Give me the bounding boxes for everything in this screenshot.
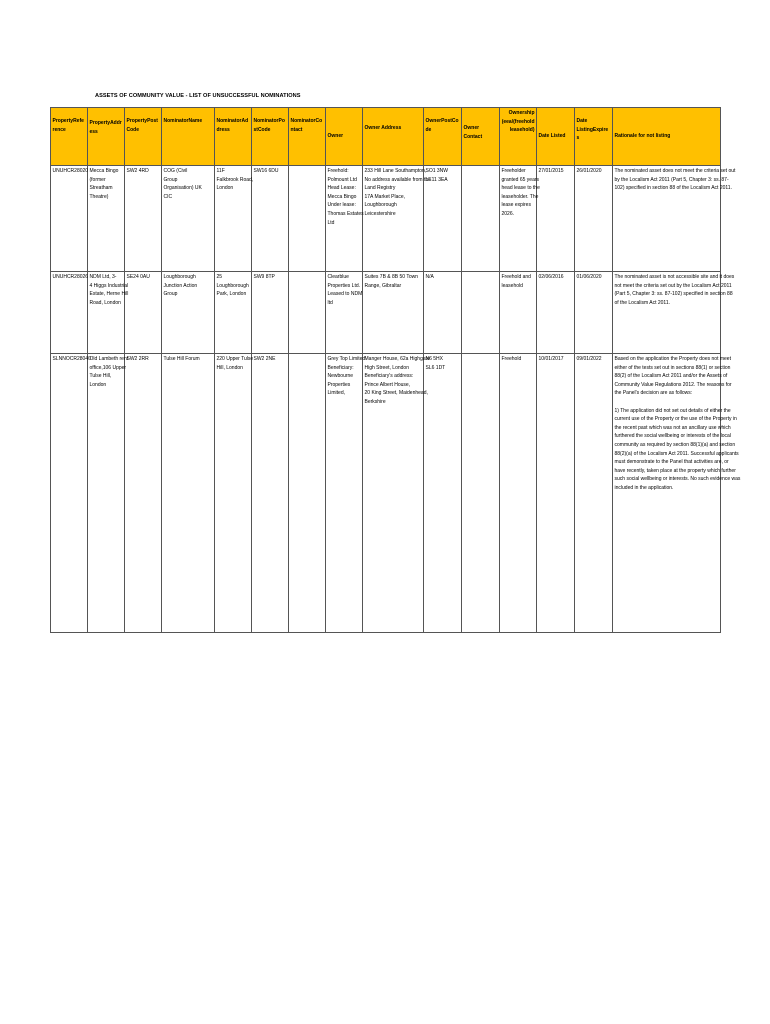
cell-rationale: The nominated asset is not accessible site and it does not meet the criteria set out by the Localism Act 2011 (Part 5, Chapter 3: ss. 87-102) specified in section 88 of the Localism Act 2011. xyxy=(613,272,721,354)
col-property-address: PropertyAddress xyxy=(88,108,125,166)
cell-owner-address: 233 Hill Lane Southampton, No address available from the Land Registry 17A Market Place, Loughborough Leicestershire xyxy=(363,166,424,272)
cell-owner-address: Suites 7B & 8B 50 Town Range, Gibraltar xyxy=(363,272,424,354)
col-owner-address: Owner Address xyxy=(363,108,424,166)
cell-ownership: Freehold xyxy=(500,354,537,633)
cell-owner: Grey Top Limited Beneficiary: Newbourne Properties Limited, xyxy=(326,354,363,633)
cell-owner-postcode: N/A xyxy=(424,272,462,354)
nominations-table xyxy=(50,107,741,633)
col-nominator-contact: NominatorContact xyxy=(289,108,326,166)
col-nominator-name: NominatorName xyxy=(162,108,215,166)
cell-nominator-name: Tulse Hill Forum xyxy=(162,354,215,633)
table-row xyxy=(51,166,721,272)
cell-owner-contact xyxy=(462,354,500,633)
cell-property-reference: UNUHCR28020 xyxy=(51,166,88,272)
cell-property-postcode: SW2 2RR xyxy=(125,354,162,633)
cell-ownership: Freeholder granted 65 years head lease to the leaseholder. The lease expires 2026. xyxy=(500,166,537,272)
col-ownership: Ownership (eea/(freeholdleasehold) xyxy=(500,108,537,166)
cell-property-postcode: SE24 0AU xyxy=(125,272,162,354)
cell-owner-postcode: N6 5HX SL6 1DT xyxy=(424,354,462,633)
cell-date-listed: 27/01/2015 xyxy=(537,166,575,272)
cell-nominator-postcode: SW9 8TP xyxy=(252,272,289,354)
table-row xyxy=(51,354,721,633)
cell-nominator-contact xyxy=(289,166,326,272)
cell-date-listed: 10/01/2017 xyxy=(537,354,575,633)
cell-nominator-contact xyxy=(289,272,326,354)
cell-property-reference: UNUHCR28026 xyxy=(51,272,88,354)
cell-owner-postcode: SO1 3NW LE11 3EA xyxy=(424,166,462,272)
col-rationale: Rationale for not listing xyxy=(613,108,721,166)
cell-nominator-address: 11F Falkbrook Road, London xyxy=(215,166,252,272)
cell-nominator-address: 220 Upper Tulse Hill, London xyxy=(215,354,252,633)
cell-nominator-contact xyxy=(289,354,326,633)
cell-rationale: The nominated asset does not meet the criteria set out by the Localism Act 2011 (Part 5, Chapter 3: ss. 87- 102) specified in section 88 of the Localism Act 2011. xyxy=(613,166,721,272)
cell-property-postcode: SW2 4RD xyxy=(125,166,162,272)
cell-date-listing-expires: 01/06/2020 xyxy=(575,272,613,354)
col-property-postcode: PropertyPostCode xyxy=(125,108,162,166)
cell-property-address: Mecca Bingo (former Streatham Theatre) xyxy=(88,166,125,272)
col-nominator-postcode: NominatorPostCode xyxy=(252,108,289,166)
col-nominator-address: NominatorAddress xyxy=(215,108,252,166)
cell-ownership: Freehold and leasehold xyxy=(500,272,537,354)
cell-owner-contact xyxy=(462,272,500,354)
cell-date-listed: 02/06/2016 xyxy=(537,272,575,354)
cell-owner-contact xyxy=(462,166,500,272)
col-property-reference: PropertyReference xyxy=(51,108,88,166)
cell-nominator-name: Loughborough Junction Action Group xyxy=(162,272,215,354)
cell-date-listing-expires: 09/01/2022 xyxy=(575,354,613,633)
col-date-listed: Date Listed xyxy=(537,108,575,166)
table-row xyxy=(51,272,721,354)
cell-nominator-postcode: SW16 6DU xyxy=(252,166,289,272)
cell-property-reference: SLNNOCR28040 xyxy=(51,354,88,633)
cell-owner-address: Manger House, 62a Highgate High Street, London Beneficiary's address: Prince Albert House, 20 King Street, Maidenhead, Berkshire xyxy=(363,354,424,633)
col-owner-postcode: OwnerPostCode xyxy=(424,108,462,166)
col-date-listing-expires: Date ListingExpires xyxy=(575,108,613,166)
cell-property-address: NDM Ltd, 3- 4 Higgs Industrial Estate, Herne Hill Road, London xyxy=(88,272,125,354)
cell-date-listing-expires: 26/01/2020 xyxy=(575,166,613,272)
cell-nominator-address: 25 Loughborough Park, London xyxy=(215,272,252,354)
cell-owner: Freehold: Polmount Ltd Head Lease: Mecca Bingo Under lease: Thomas Estates Ltd xyxy=(326,166,363,272)
cell-nominator-postcode: SW2 2NE xyxy=(252,354,289,633)
col-owner-contact: Owner Contact xyxy=(462,108,500,166)
page-title: ASSETS OF COMMUNITY VALUE - LIST OF UNSUCCESSFUL NOMINATIONS xyxy=(95,93,301,99)
cell-owner: Clearblue Properties Ltd. Leased to NDM ltd xyxy=(326,272,363,354)
header-row xyxy=(51,108,721,166)
col-owner: Owner xyxy=(326,108,363,166)
cell-rationale: Based on the application the Property does not meet either of the tests set out in sections 88(1) or section 88(2) of the Localism Act 2011 and/or the Assets of Community Value Regulations 2012. The reasons for the Panel's decision are as follows: 1) The application did not set out details of either the current use of the Property or the use of the Property in the recent past which was not an ancillary use which furthered the social wellbeing or interests of the local community as required by section 88(1)(a) and section 88(2)(a) of the Localism Act 2011. Successful applicants must demonstrate to the Panel that activities are, or have recently, taken place at the property which further such social wellbeing or interests. No such evidence was included in the application. xyxy=(613,354,721,633)
cell-nominator-name: COG (Civil Group Organisation) UK CIC xyxy=(162,166,215,272)
cell-property-address: Old Lambeth rent office,106 Upper Tulse Hill, London xyxy=(88,354,125,633)
